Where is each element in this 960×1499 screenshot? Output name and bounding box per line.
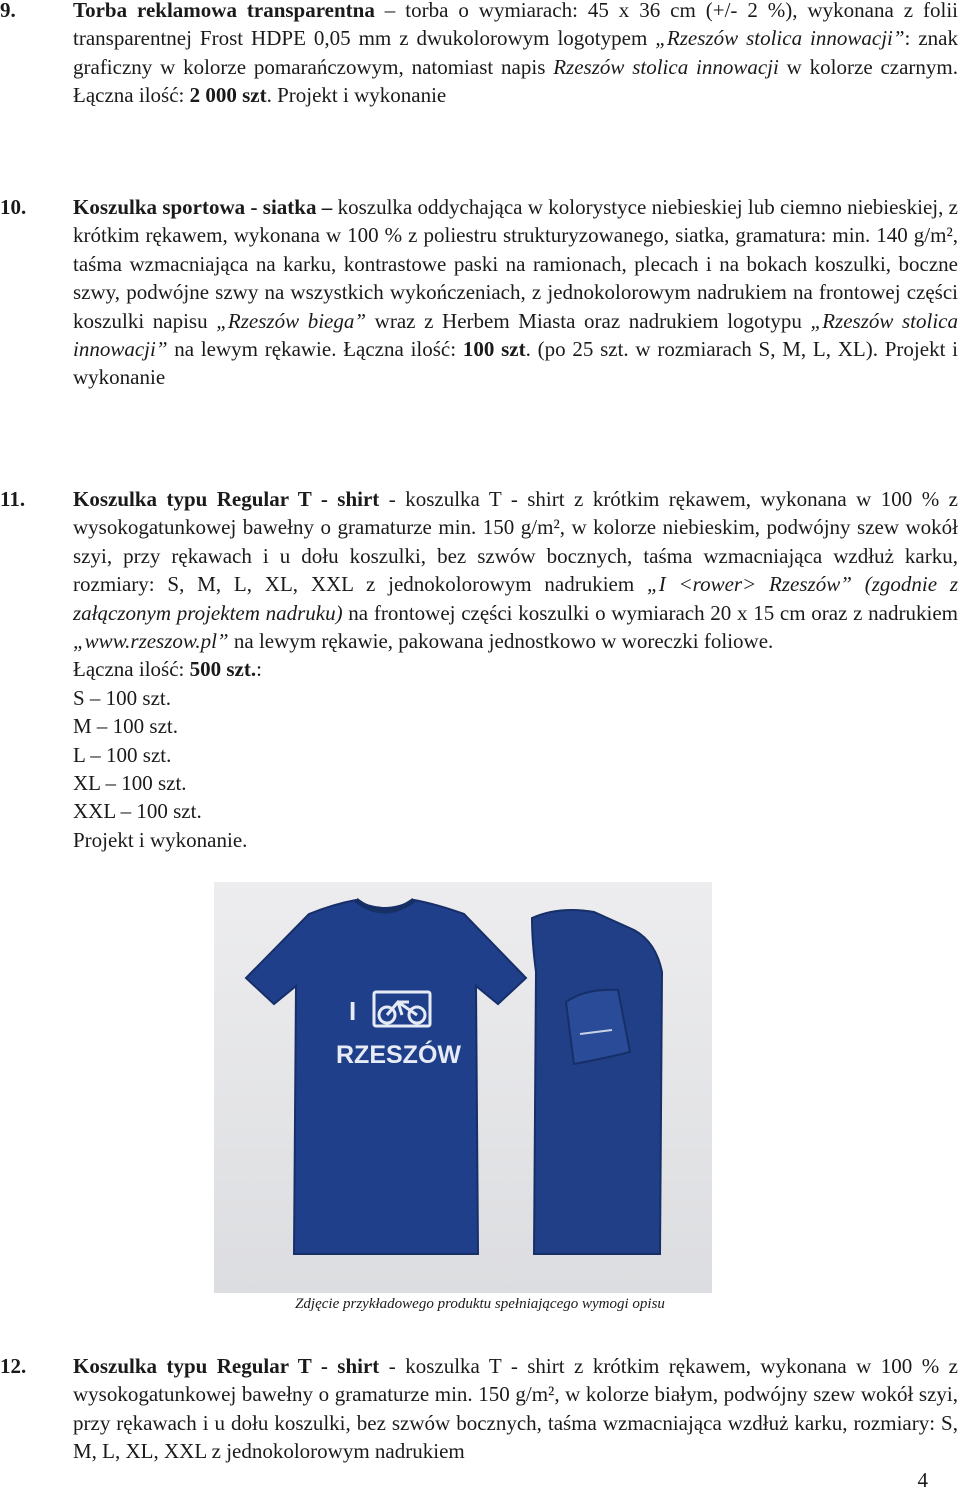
text-segment: – torba o wymiarach: 45 x 36 cm (+/- 2 %), wykonana z folii transparentnej Frost HDPE 0,05 mm z dwukolorowym logotypem <box>73 0 958 51</box>
page-number: 4 <box>917 1468 928 1492</box>
text-segment: . Projekt i wykonanie <box>266 83 447 108</box>
text-segment: - koszulka T - shirt z krótkim rękawem, wykonana w 100 % z wysokogatunkowej bawełny o gramaturze min. 150 g/m², w kolorze niebieskim, podwójny szew wokół szyi, przy rękawach i u dołu koszulki, bez szwów bocznych, taśma wzmacniająca wzdłuż karku, rozmiary: S, M, L, XL, XXL z jednokolorowym nadrukiem <box>73 487 958 597</box>
item-title: Torba reklamowa transparentna <box>73 0 375 22</box>
text-segment: Rzeszów stolica innowacji <box>553 54 779 79</box>
item-text <box>73 193 958 392</box>
text-segment: na lewym rękawie. Łączna ilość: <box>167 337 463 362</box>
photo-caption: Zdjęcie przykładowego produktu spełniającego wymogi opisu <box>295 1296 665 1312</box>
size-line: S – 100 szt. <box>73 685 172 710</box>
text-segment: . (po 25 szt. w rozmiarach S, M, L, XL). Projekt i wykonanie <box>73 337 958 390</box>
item-number: 10. <box>0 195 27 219</box>
text-segment: - koszulka T - shirt z krótkim rękawem, wykonana w 100 % z wysokogatunkowej bawełny o gramaturze min. 150 g/m², w kolorze białym, podwójny szew wokół szyi, przy rękawach i u dołu koszulki, bez szwów bocznych, taśma wzmacniająca wzdłuż karku, rozmiary: S, M, L, XL, XXL z jednokolorowym nadrukiem <box>73 1354 958 1464</box>
item-10 <box>0 193 960 392</box>
quantity: 500 szt. <box>189 657 257 682</box>
item-11 <box>0 485 960 854</box>
item-12 <box>0 1352 960 1466</box>
item-title: Koszulka sportowa - siatka – <box>73 195 333 219</box>
size-line: XL – 100 szt. <box>73 771 187 796</box>
item-text <box>73 485 958 854</box>
quantity: 100 szt <box>462 337 526 362</box>
front-print-rzeszow: RZESZÓW <box>336 1041 461 1069</box>
tshirt-illustration <box>214 882 712 1293</box>
size-line: XXL – 100 szt. <box>73 799 202 824</box>
text-segment: na lewym rękawie, pakowana jednostkowo w woreczki foliowe. <box>228 629 774 654</box>
item-paragraph <box>73 485 958 655</box>
item-text <box>73 1352 958 1466</box>
front-print-i: I <box>349 996 357 1026</box>
text-segment: „Rzeszów stolica innowacji” <box>655 26 905 51</box>
item-title: Koszulka typu Regular T - shirt <box>73 1354 380 1378</box>
text-segment: w kolorze czarnym. Łączna ilość: <box>73 54 959 108</box>
tshirt-front <box>246 900 526 1254</box>
size-line: L – 100 szt. <box>73 742 172 767</box>
text-segment: „Rzeszów stolica innowacji” <box>73 308 958 362</box>
text-segment: „www.rzeszow.pl” <box>73 629 229 654</box>
item-number: 9. <box>0 0 16 22</box>
text-segment: „Rzeszów biega” <box>216 308 367 333</box>
quantity-line <box>73 655 958 683</box>
text-segment: wraz z Herbem Miasta oraz nadrukiem logotypu <box>366 308 811 333</box>
tshirt-side <box>532 910 662 1254</box>
product-photo <box>214 882 712 1293</box>
closing-line: Projekt i wykonanie. <box>73 827 248 852</box>
text-segment: na frontowej części koszulki o wymiarach 20 x 15 cm oraz z nadrukiem <box>342 600 958 625</box>
text-segment: : znak graficzny w kolorze pomarańczowym, natomiast napis <box>73 26 958 79</box>
text-segment: : <box>256 657 262 682</box>
size-line: M – 100 szt. <box>73 714 178 739</box>
item-number: 11. <box>0 487 26 511</box>
text-segment: „I <rower> Rzeszów” (zgodnie z załączonym projektem nadruku) <box>73 572 958 625</box>
item-title: Koszulka typu Regular T - shirt <box>73 487 380 511</box>
item-9 <box>0 0 960 110</box>
text-segment: Łączna ilość: <box>73 657 190 682</box>
item-text <box>73 0 958 110</box>
text-segment: koszulka oddychająca w kolorystyce niebieskiej lub ciemno niebieskiej, z krótkim rękawem, wykonana w 100 % z poliestru strukturyzowanego, siatka, gramatura: min. 140 g/m², taśma wzmacniająca na karku, kontrastowe paski na ramionach, plecach i na bokach koszulki, boczne szwy, podwójne szwy na wszystkich wykończeniach, z jednokolorowym nadrukiem na frontowej części koszulki napisu <box>73 195 958 333</box>
item-number: 12. <box>0 1354 27 1378</box>
quantity: 2 000 szt <box>189 83 267 108</box>
